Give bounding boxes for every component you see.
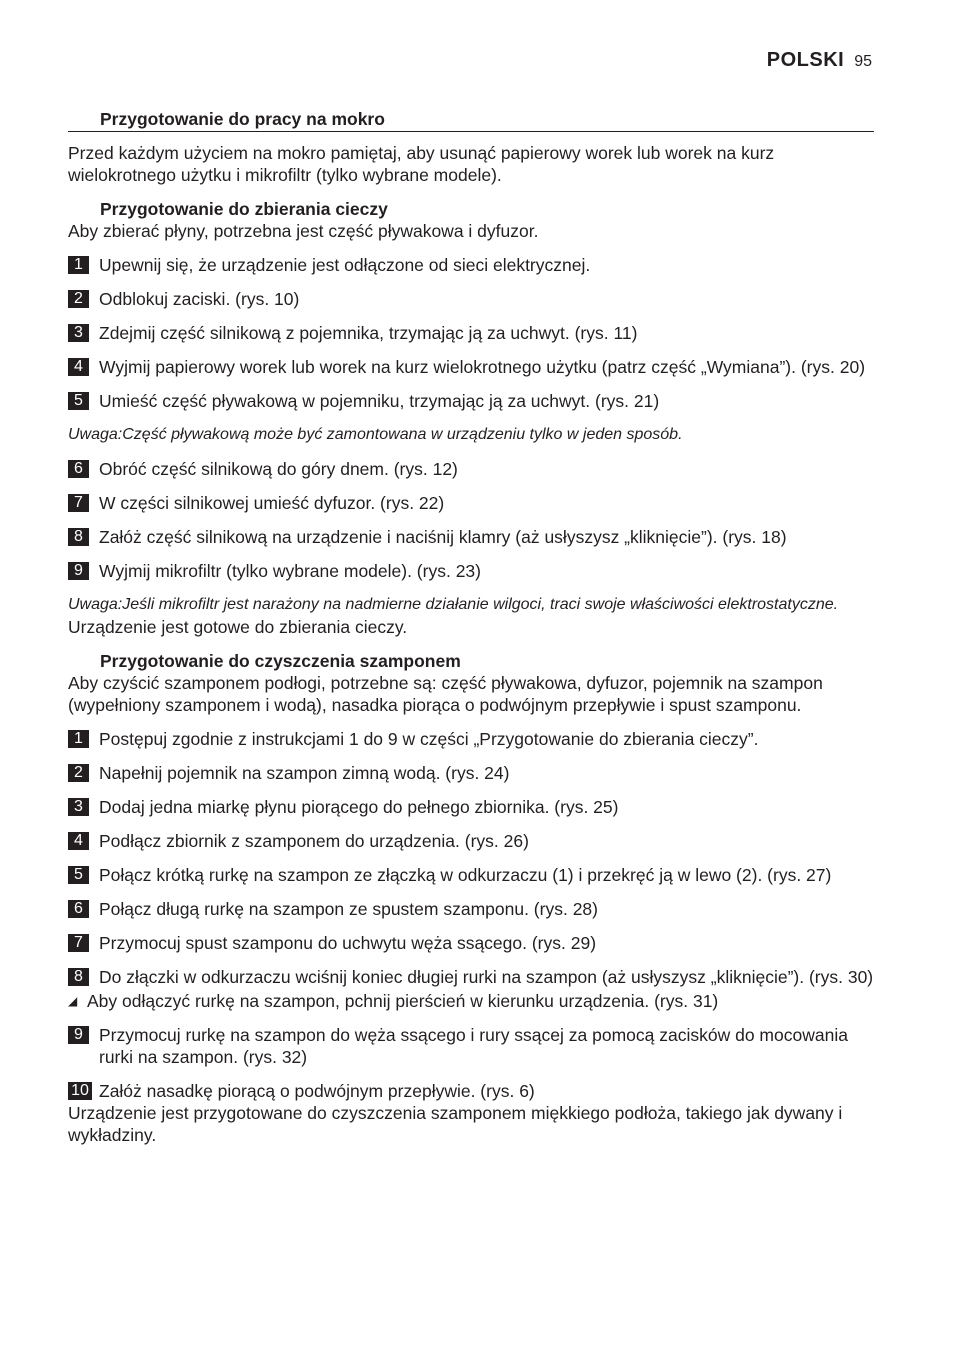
liquid-step-6 <box>68 458 874 480</box>
shampoo-step-7 <box>68 932 874 954</box>
step-number: 9 <box>68 562 89 580</box>
bullet-text: Aby odłączyć rurkę na szampon, pchnij pierścień w kierunku urządzenia. (rys. 31) <box>87 991 719 1011</box>
step-number: 3 <box>68 324 89 342</box>
liquid-step-1 <box>68 254 874 276</box>
page-content <box>68 108 874 1146</box>
language-label: POLSKI <box>766 49 845 71</box>
liquid-step-2 <box>68 288 874 310</box>
shampoo-step-10 <box>68 1080 874 1102</box>
step-number: 4 <box>68 358 89 376</box>
shampoo-step-2 <box>68 762 874 784</box>
step-text: Napełnij pojemnik na szampon zimną wodą. (rys. 24) <box>99 763 510 783</box>
step-text: Odblokuj zaciski. (rys. 10) <box>99 289 300 309</box>
wet-intro-text: Przed każdym użyciem na mokro pamiętaj, aby usunąć papierowy worek lub worek na kurz wielokrotnego użytku i mikrofiltr (tylko wybrane modele). <box>68 143 775 185</box>
liquid-outro-text: Urządzenie jest gotowe do zbierania cieczy. <box>68 617 408 637</box>
section-title-wet: Przygotowanie do pracy na mokro <box>100 109 385 129</box>
liquid-note-microfilter: Uwaga:Jeśli mikrofiltr jest narażony na nadmierne działanie wilgoci, traci swoje właściwości elektrostatyczne. <box>68 596 839 613</box>
step-number: 7 <box>68 494 89 512</box>
step-text: Podłącz zbiornik z szamponem do urządzenia. (rys. 26) <box>99 831 529 851</box>
liquid-step-9 <box>68 560 874 582</box>
step-text: Dodaj jedna miarkę płynu piorącego do pełnego zbiornika. (rys. 25) <box>99 797 619 817</box>
step-number: 8 <box>68 968 89 986</box>
step-number: 5 <box>68 392 89 410</box>
step-number: 9 <box>68 1026 89 1044</box>
page-header <box>767 49 872 72</box>
shampoo-intro-text: Aby czyścić szamponem podłogi, potrzebne są: część pływakowa, dyfuzor, pojemnik na szampon (wypełniony szamponem i wodą), nasadka piorąca o podwójnym przepływie i spust szamponu. <box>68 673 823 715</box>
section-title-liquid: Przygotowanie do zbierania cieczy <box>100 199 388 219</box>
step-text: Wyjmij mikrofiltr (tylko wybrane modele). (rys. 23) <box>99 561 481 581</box>
step-text: Do złączki w odkurzaczu wciśnij koniec długiej rurki na szampon (aż usłyszysz „kliknięcie”). (rys. 30) <box>99 967 874 987</box>
step-number: 5 <box>68 866 89 884</box>
step-number: 10 <box>68 1082 92 1100</box>
step-text: Przymocuj rurkę na szampon do węża ssącego i rury ssącej za pomocą zacisków do mocowania rurki na szampon. (rys. 32) <box>99 1025 848 1067</box>
shampoo-step-1 <box>68 728 874 750</box>
step-number: 4 <box>68 832 89 850</box>
step-number: 7 <box>68 934 89 952</box>
step-number: 2 <box>68 764 89 782</box>
step-number: 3 <box>68 798 89 816</box>
page-number: 95 <box>854 53 872 70</box>
step-text: Połącz długą rurkę na szampon ze spustem szamponu. (rys. 28) <box>99 899 598 919</box>
step-text: Połącz krótką rurkę na szampon ze złączką w odkurzaczu (1) i przekręć ją w lewo (2). (rys. 27) <box>99 865 832 885</box>
step-text: W części silnikowej umieść dyfuzor. (rys. 22) <box>99 493 445 513</box>
liquid-step-4 <box>68 356 874 378</box>
liquid-step-5 <box>68 390 874 412</box>
shampoo-step-6 <box>68 898 874 920</box>
step-text: Załóż część silnikową na urządzenie i naciśnij klamry (aż usłyszysz „kliknięcie”). (rys. 18) <box>99 527 787 547</box>
step-number: 8 <box>68 528 89 546</box>
step-text: Przymocuj spust szamponu do uchwytu węża ssącego. (rys. 29) <box>99 933 597 953</box>
section-divider <box>68 131 874 132</box>
liquid-note-float: Uwaga:Część pływakową może być zamontowana w urządzeniu tylko w jeden sposób. <box>68 426 683 443</box>
step-text: Umieść część pływakową w pojemniku, trzymając ją za uchwyt. (rys. 21) <box>99 391 660 411</box>
step-number: 1 <box>68 256 89 274</box>
step-number: 6 <box>68 460 89 478</box>
shampoo-step-4 <box>68 830 874 852</box>
shampoo-bullet-detach <box>68 990 874 1012</box>
liquid-step-3 <box>68 322 874 344</box>
step-number: 6 <box>68 900 89 918</box>
shampoo-step-3 <box>68 796 874 818</box>
step-text: Obróć część silnikową do góry dnem. (rys. 12) <box>99 459 458 479</box>
step-text: Zdejmij część silnikową z pojemnika, trzymając ją za uchwyt. (rys. 11) <box>99 323 638 343</box>
liquid-intro-text: Aby zbierać płyny, potrzebna jest część pływakowa i dyfuzor. <box>68 221 539 241</box>
step-number: 1 <box>68 730 89 748</box>
shampoo-step-8 <box>68 966 874 988</box>
section-title-shampoo: Przygotowanie do czyszczenia szamponem <box>100 651 461 671</box>
bullet-arrow-icon: ◢ <box>68 994 78 1008</box>
step-number: 2 <box>68 290 89 308</box>
step-text: Załóż nasadkę piorącą o podwójnym przepływie. (rys. 6) <box>99 1081 535 1101</box>
step-text: Postępuj zgodnie z instrukcjami 1 do 9 w części „Przygotowanie do zbierania cieczy”. <box>99 729 759 749</box>
liquid-step-8 <box>68 526 874 548</box>
shampoo-outro-text: Urządzenie jest przygotowane do czyszczenia szamponem miękkiego podłoża, takiego jak dywany i wykładziny. <box>68 1103 843 1145</box>
step-text: Upewnij się, że urządzenie jest odłączone od sieci elektrycznej. <box>99 255 591 275</box>
shampoo-step-5 <box>68 864 874 886</box>
shampoo-step-9 <box>68 1024 874 1068</box>
step-text: Wyjmij papierowy worek lub worek na kurz wielokrotnego użytku (patrz część „Wymiana”). (rys. 20) <box>99 357 866 377</box>
liquid-step-7 <box>68 492 874 514</box>
